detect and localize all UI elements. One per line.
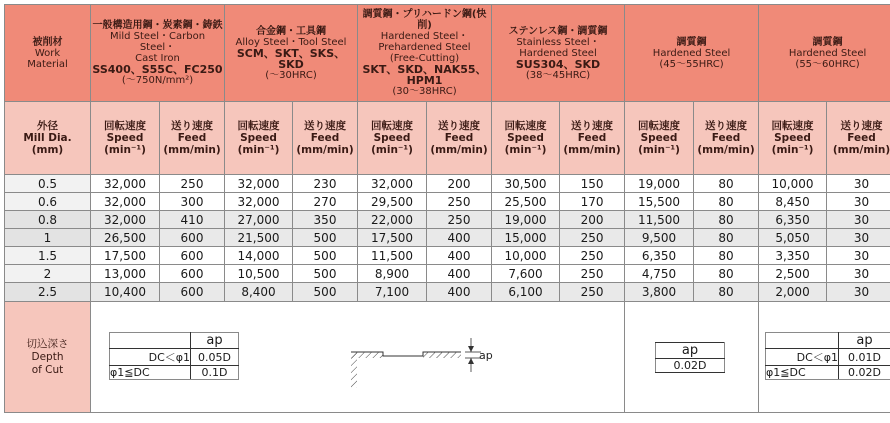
ap-label: ap	[191, 333, 239, 349]
feed-unit: (mm/min)	[832, 144, 890, 156]
dia-cell: 2.5	[5, 283, 91, 302]
header-feed	[160, 102, 225, 175]
dia-cell: 0.6	[5, 193, 91, 211]
value-cell: 30	[827, 193, 890, 211]
value-cell: 200	[560, 211, 625, 229]
speed-unit: (min⁻¹)	[504, 144, 547, 156]
material-en: Hardened Steel	[652, 47, 731, 59]
value-cell: 400	[427, 247, 492, 265]
header-speed	[358, 102, 427, 175]
header-speed	[492, 102, 560, 175]
material-grades: SUS304、SKD	[515, 57, 601, 71]
depth-value: 0.1D	[191, 366, 239, 380]
feed-jp: 送り速度	[171, 120, 213, 132]
material-jp: 調質鋼	[812, 36, 843, 48]
value-cell: 250	[560, 283, 625, 302]
header-speed	[91, 102, 160, 175]
header-prehardened-steel	[358, 5, 492, 102]
material-en: Hardened Steel	[519, 47, 597, 59]
value-cell: 8,900	[358, 265, 427, 283]
header-feed	[293, 102, 358, 175]
column-header-row	[5, 102, 890, 175]
speed-unit: (min⁻¹)	[237, 144, 280, 156]
material-header-row	[5, 5, 890, 102]
header-mill-dia	[5, 102, 91, 175]
value-cell: 11,500	[625, 211, 694, 229]
table-row	[5, 283, 890, 302]
depth-table-right	[765, 332, 890, 380]
value-cell: 14,000	[225, 247, 293, 265]
material-jp: 調質鋼・プリハードン鋼(快削)	[362, 9, 487, 31]
value-cell: 30,500	[492, 175, 560, 193]
dia-cell: 0.5	[5, 175, 91, 193]
value-cell: 250	[160, 175, 225, 193]
value-cell: 6,100	[492, 283, 560, 302]
value-cell: 150	[560, 175, 625, 193]
material-hardness: (～30HRC)	[265, 69, 317, 81]
material-en: Mild Steel・Carbon Steel・	[109, 31, 206, 53]
speed-jp: 回転速度	[371, 120, 413, 132]
value-cell: 2,500	[759, 265, 827, 283]
material-hardness: (45～55HRC)	[659, 58, 724, 70]
feed-en: Feed	[711, 132, 741, 144]
dia-jp: 外径	[37, 120, 58, 132]
depth-of-cut-area	[91, 302, 625, 413]
feed-jp: 送り速度	[705, 120, 748, 132]
material-hardness: (30～38HRC)	[392, 86, 457, 97]
header-feed	[827, 102, 890, 175]
material-grades: SKT、SKD、NAK55、HPM1	[362, 63, 487, 87]
value-cell: 10,000	[759, 175, 827, 193]
header-hardened-steel-55-60	[759, 5, 890, 102]
diagram-ap-label: ap	[479, 349, 493, 362]
dia-cell: 1	[5, 229, 91, 247]
value-cell: 21,500	[225, 229, 293, 247]
dia-cell: 0.8	[5, 211, 91, 229]
feed-unit: (mm/min)	[697, 144, 755, 156]
speed-en: Speed	[106, 132, 144, 144]
table-row	[5, 247, 890, 265]
depth-table-left	[109, 332, 239, 380]
value-cell: 80	[694, 175, 759, 193]
value-cell: 32,000	[91, 211, 160, 229]
depth-of-cut-label	[5, 302, 91, 413]
feed-en: Feed	[177, 132, 207, 144]
value-cell: 6,350	[625, 247, 694, 265]
value-cell: 32,000	[91, 193, 160, 211]
value-cell: 32,000	[225, 175, 293, 193]
value-cell: 200	[427, 175, 492, 193]
speed-en: Speed	[240, 132, 277, 144]
value-cell: 80	[694, 211, 759, 229]
value-cell: 32,000	[358, 175, 427, 193]
header-feed	[560, 102, 625, 175]
depth-value: 0.02D	[656, 359, 725, 373]
value-cell: 7,100	[358, 283, 427, 302]
value-cell: 600	[160, 229, 225, 247]
value-cell: 10,400	[91, 283, 160, 302]
value-cell: 3,800	[625, 283, 694, 302]
value-cell: 250	[560, 265, 625, 283]
value-cell: 80	[694, 265, 759, 283]
material-en: Prehardened Steel	[378, 42, 471, 53]
depth-of-cut-mid	[625, 302, 759, 413]
feed-unit: (mm/min)	[296, 144, 354, 156]
header-speed	[759, 102, 827, 175]
value-cell: 13,000	[91, 265, 160, 283]
condition-cell: φ1≦DC	[110, 366, 191, 380]
dia-cell: 1.5	[5, 247, 91, 265]
speed-unit: (min⁻¹)	[771, 144, 814, 156]
header-feed	[427, 102, 492, 175]
material-hardness: (55～60HRC)	[795, 58, 860, 70]
depth-mid-box	[655, 342, 725, 373]
value-cell: 4,750	[625, 265, 694, 283]
table-row	[5, 265, 890, 283]
value-cell: 19,000	[492, 211, 560, 229]
material-en: Hardened Steel	[788, 47, 867, 59]
value-cell: 250	[427, 193, 492, 211]
value-cell: 600	[160, 247, 225, 265]
value-cell: 30	[827, 175, 890, 193]
value-cell: 3,350	[759, 247, 827, 265]
value-cell: 29,500	[358, 193, 427, 211]
value-cell: 400	[427, 265, 492, 283]
header-stainless-steel	[492, 5, 625, 102]
condition-cell: φ1≦DC	[766, 366, 839, 380]
table-row	[5, 229, 890, 247]
header-feed	[694, 102, 759, 175]
speed-unit: (min⁻¹)	[371, 144, 413, 156]
material-jp: 合金鋼・工具鋼	[256, 25, 326, 37]
dia-cell: 2	[5, 265, 91, 283]
speed-unit: (min⁻¹)	[104, 144, 146, 156]
value-cell: 400	[427, 283, 492, 302]
depth-of-cut-diagram	[349, 332, 509, 392]
feed-unit: (mm/min)	[563, 144, 621, 156]
header-work-material	[5, 5, 91, 102]
value-cell: 170	[560, 193, 625, 211]
material-jp: 被削材	[32, 36, 63, 48]
value-cell: 10,500	[225, 265, 293, 283]
material-jp: ステンレス鋼・調質鋼	[508, 25, 608, 37]
depth-of-cut-row	[5, 302, 890, 413]
table-row	[5, 175, 890, 193]
value-cell: 26,500	[91, 229, 160, 247]
value-cell: 30	[827, 265, 890, 283]
value-cell: 400	[427, 229, 492, 247]
table-row	[5, 193, 890, 211]
feed-jp: 送り速度	[304, 120, 346, 132]
speed-en: Speed	[640, 132, 678, 144]
dia-unit: (mm)	[31, 144, 64, 156]
value-cell: 6,350	[759, 211, 827, 229]
material-en: Alloy Steel・Tool Steel	[235, 36, 347, 48]
material-en: Stainless Steel・	[516, 36, 600, 48]
material-hardness: (～750N/mm²)	[121, 75, 194, 86]
speed-jp: 回転速度	[237, 120, 280, 132]
ap-label: ap	[839, 333, 890, 349]
material-grades: SCM、SKT、SKS、SKD	[236, 46, 346, 71]
dia-en: Mill Dia.	[23, 132, 72, 144]
value-cell: 8,450	[759, 193, 827, 211]
material-jp: 一般構造用鋼・炭素鋼・鋳鉄	[92, 20, 223, 31]
feed-jp: 送り速度	[571, 120, 614, 132]
depth-table	[109, 332, 239, 380]
speed-en: Speed	[373, 132, 411, 144]
value-cell: 500	[293, 247, 358, 265]
feed-en: Feed	[847, 132, 876, 144]
value-cell: 80	[694, 283, 759, 302]
value-cell: 9,500	[625, 229, 694, 247]
header-speed	[625, 102, 694, 175]
value-cell: 15,500	[625, 193, 694, 211]
feed-unit: (mm/min)	[430, 144, 488, 156]
feed-en: Feed	[577, 132, 607, 144]
value-cell: 80	[694, 193, 759, 211]
value-cell: 15,000	[492, 229, 560, 247]
feed-en: Feed	[444, 132, 474, 144]
value-cell: 250	[427, 211, 492, 229]
value-cell: 30	[827, 211, 890, 229]
speed-jp: 回転速度	[771, 120, 814, 132]
value-cell: 32,000	[91, 175, 160, 193]
value-cell: 5,050	[759, 229, 827, 247]
value-cell: 30	[827, 229, 890, 247]
value-cell: 7,600	[492, 265, 560, 283]
value-cell: 250	[560, 229, 625, 247]
speed-en: Speed	[507, 132, 544, 144]
depth-value: 0.01D	[839, 349, 890, 366]
value-cell: 32,000	[225, 193, 293, 211]
value-cell: 350	[293, 211, 358, 229]
value-cell: 80	[694, 229, 759, 247]
speed-jp: 回転速度	[504, 120, 547, 132]
material-en: (Free-Cutting)	[389, 53, 460, 64]
condition-cell: DC＜φ1	[766, 349, 839, 366]
depth-en: of Cut	[31, 363, 64, 376]
value-cell: 30	[827, 247, 890, 265]
header-alloy-steel	[225, 5, 358, 102]
depth-of-cut-right	[759, 302, 890, 413]
speed-jp: 回転速度	[104, 120, 146, 132]
material-grades: SS400、S55C、FC250	[92, 63, 223, 76]
value-cell: 22,000	[358, 211, 427, 229]
speed-unit: (min⁻¹)	[638, 144, 680, 156]
feed-jp: 送り速度	[438, 120, 480, 132]
value-cell: 30	[827, 283, 890, 302]
value-cell: 600	[160, 283, 225, 302]
header-hardened-steel-45-55	[625, 5, 759, 102]
value-cell: 27,000	[225, 211, 293, 229]
depth-jp: 切込深さ	[26, 337, 69, 350]
cutting-conditions-table	[4, 4, 890, 413]
value-cell: 11,500	[358, 247, 427, 265]
material-en: Cast Iron	[135, 53, 180, 64]
material-en: Hardened Steel・	[380, 31, 469, 42]
value-cell: 500	[293, 229, 358, 247]
material-en: Work	[34, 47, 61, 59]
feed-en: Feed	[310, 132, 340, 144]
value-cell: 270	[293, 193, 358, 211]
value-cell: 17,500	[358, 229, 427, 247]
feed-unit: (mm/min)	[163, 144, 221, 156]
table-row	[5, 211, 890, 229]
value-cell: 300	[160, 193, 225, 211]
material-jp: 調質鋼	[676, 36, 707, 48]
header-mild-steel	[91, 5, 225, 102]
value-cell: 250	[560, 247, 625, 265]
material-hardness: (38～45HRC)	[525, 69, 591, 81]
condition-cell: DC＜φ1	[110, 349, 191, 366]
depth-value: 0.05D	[191, 349, 239, 366]
header-speed	[225, 102, 293, 175]
material-en: Material	[27, 58, 68, 70]
feed-jp: 送り速度	[840, 120, 883, 132]
value-cell: 600	[160, 265, 225, 283]
depth-en: Depth	[31, 350, 64, 363]
value-cell: 2,000	[759, 283, 827, 302]
speed-en: Speed	[774, 132, 811, 144]
ap-label: ap	[656, 343, 725, 359]
value-cell: 500	[293, 283, 358, 302]
speed-jp: 回転速度	[638, 120, 681, 132]
value-cell: 10,000	[492, 247, 560, 265]
depth-value: 0.02D	[839, 366, 890, 380]
value-cell: 25,500	[492, 193, 560, 211]
value-cell: 230	[293, 175, 358, 193]
value-cell: 17,500	[91, 247, 160, 265]
value-cell: 500	[293, 265, 358, 283]
value-cell: 19,000	[625, 175, 694, 193]
value-cell: 8,400	[225, 283, 293, 302]
value-cell: 410	[160, 211, 225, 229]
value-cell: 80	[694, 247, 759, 265]
